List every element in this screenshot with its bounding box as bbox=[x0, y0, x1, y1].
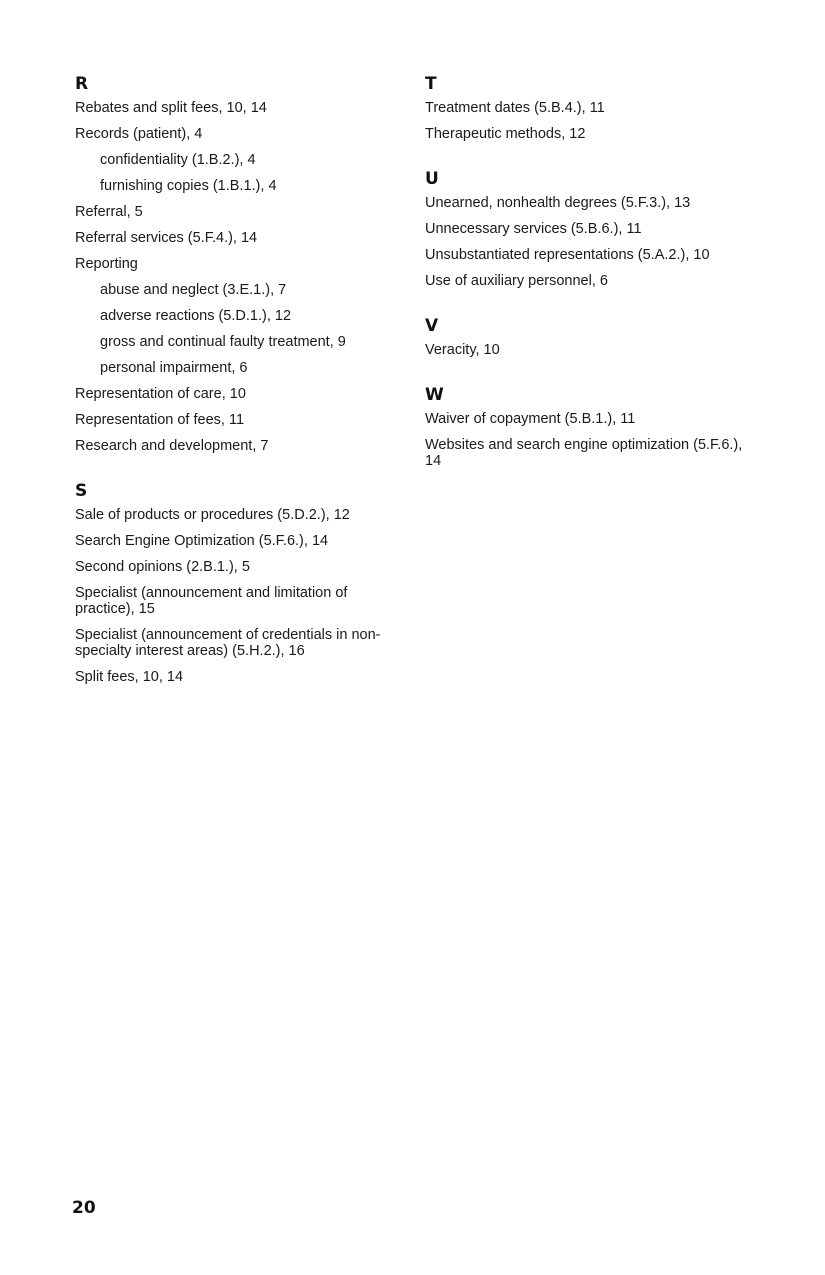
index-entry: Use of auxiliary personnel, 6 bbox=[425, 273, 608, 289]
index-entry: Treatment dates (5.B.4.), 11 bbox=[425, 100, 605, 116]
index-entry: Therapeutic methods, 12 bbox=[425, 126, 586, 142]
section-letter: R bbox=[75, 74, 89, 94]
index-section-v bbox=[425, 314, 755, 358]
index-subentry: gross and continual faulty treatment, 9 bbox=[100, 334, 346, 350]
section-letter: W bbox=[425, 385, 444, 405]
index-entry: Reporting bbox=[75, 256, 138, 272]
index-entry: Representation of care, 10 bbox=[75, 386, 246, 402]
index-entry: Records (patient), 4 bbox=[75, 126, 203, 142]
index-column-right bbox=[425, 70, 755, 494]
index-section-w bbox=[425, 383, 755, 469]
section-letter: S bbox=[75, 481, 88, 501]
index-entry: Specialist (announcement and limitation of practice), 15 bbox=[75, 585, 348, 617]
index-entry: Rebates and split fees, 10, 14 bbox=[75, 100, 267, 116]
index-section-s bbox=[75, 479, 385, 685]
index-entry: Veracity, 10 bbox=[425, 342, 500, 358]
index-entry: Research and development, 7 bbox=[75, 438, 269, 454]
index-entry: Search Engine Optimization (5.F.6.), 14 bbox=[75, 533, 329, 549]
index-subentry: personal impairment, 6 bbox=[100, 360, 248, 376]
index-column-left bbox=[75, 70, 385, 710]
index-entry: Specialist (announcement of credentials in non-specialty interest areas) (5.H.2.), 16 bbox=[75, 627, 381, 659]
index-section-t bbox=[425, 72, 755, 142]
index-entry: Unearned, nonhealth degrees (5.F.3.), 13 bbox=[425, 195, 691, 211]
index-subentry: adverse reactions (5.D.1.), 12 bbox=[100, 308, 292, 324]
section-letter: T bbox=[425, 74, 437, 94]
index-entry: Sale of products or procedures (5.D.2.), 12 bbox=[75, 507, 350, 523]
page-number: 20 bbox=[72, 1198, 96, 1218]
index-entry: Unsubstantiated representations (5.A.2.), 10 bbox=[425, 247, 710, 263]
index-entry: Unnecessary services (5.B.6.), 11 bbox=[425, 221, 642, 237]
index-entry: Referral, 5 bbox=[75, 204, 143, 220]
index-subentry: abuse and neglect (3.E.1.), 7 bbox=[100, 282, 287, 298]
index-entry: Referral services (5.F.4.), 14 bbox=[75, 230, 258, 246]
index-subentry: furnishing copies (1.B.1.), 4 bbox=[100, 178, 277, 194]
index-subentry: confidentiality (1.B.2.), 4 bbox=[100, 152, 256, 168]
index-entry: Second opinions (2.B.1.), 5 bbox=[75, 559, 250, 575]
index-entry: Waiver of copayment (5.B.1.), 11 bbox=[425, 411, 636, 427]
index-section-u bbox=[425, 167, 755, 289]
index-entry: Split fees, 10, 14 bbox=[75, 669, 184, 685]
index-section-r bbox=[75, 72, 385, 454]
index-entry: Representation of fees, 11 bbox=[75, 412, 245, 428]
index-entry: Websites and search engine optimization (5.F.6.), 14 bbox=[425, 437, 743, 469]
section-letter: V bbox=[425, 316, 439, 336]
section-letter: U bbox=[425, 169, 439, 189]
